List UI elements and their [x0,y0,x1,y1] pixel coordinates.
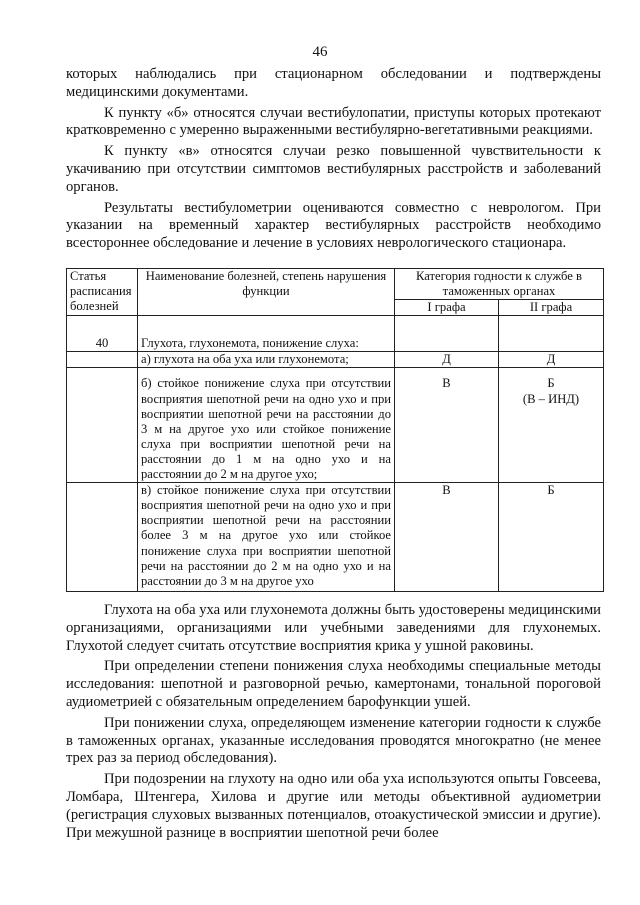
row-text: а) глухота на оба уха или глухонемота; [138,352,395,368]
table-row [67,368,604,483]
page-number: 46 [312,44,328,60]
paragraph: При подозрении на глухоту на одно или оба уха используются опыты Говсеева, Ломбара, Штенгера, Хилова и другие или методы объективной аудиометрии (регистрация слуховых вызванных потенциалов, отоакустической эмиссии и другие). При межушной разнице в восприятии шепотной речи более [66,771,601,841]
paragraph: К пункту «в» относятся случаи резко повышенной чувствительности к укачиванию при отсутствии симптомов вестибулярных расстройств и заболеваний органов. [66,143,601,195]
category-column-1: В [395,368,499,483]
category-value: Б [547,376,555,391]
category-value: Д [546,352,556,367]
article-title: Глухота, глухонемота, понижение слуха: [138,316,395,352]
paragraph: При определении степени понижения слуха необходимы специальные методы исследования: шепотной и разговорной речью, камертонами, тональной пороговой аудиометрией с обязательным определением барофункции ушей. [66,658,601,710]
category-column-1: Д [395,352,499,368]
paragraph: При понижении слуха, определяющем изменение категории годности к службе в таможенных органах, указанные исследования проводятся многократно (не менее трех раз за период обследования). [66,714,601,767]
paragraph: Глухота на оба уха или глухонемота должны быть удостоверены медицинскими организациями, организациями или учебными заведениями для глухонемых. Глухотой следует считать отсутствие восприятия крика у ушной раковины. [66,602,601,654]
text-block-bottom [66,602,601,845]
category-column-2 [499,368,604,483]
category-column-1: В [395,483,499,592]
table-row [67,316,604,352]
article-number: 40 [67,316,138,352]
header-column-2: II графа [499,300,604,316]
text-block-top [66,66,601,256]
table-row [67,352,604,368]
table-row [67,483,604,592]
row-text: в) стойкое понижение слуха при отсутствии восприятия шепотной речи на одно ухо и при восприятии шепотной речи на расстоянии более 3 м на другое ухо или стойкое понижение слуха при восприятии шепотной речи на расстоянии до 2 м на одно ухо и на расстоянии до 3 м на другое ухо [138,483,395,592]
paragraph: Результаты вестибулометрии оцениваются совместно с неврологом. При указании на временный характер вестибулярных расстройств необходимо всестороннее обследование и лечение в условиях неврологического стационара. [66,199,601,252]
row-text: б) стойкое понижение слуха при отсутствии восприятия шепотной речи на одно ухо и при восприятии шепотной речи на расстоянии до 3 м на другое ухо или стойкое понижение слуха при восприятии шепотной речи на расстоянии до 1 м на одно ухо и на расстоянии до 2 м на другое ухо; [138,368,395,483]
category-note: (В – ИНД) [522,391,580,406]
category-column-2 [499,352,604,368]
disease-schedule-table [66,268,604,592]
paragraph: К пункту «б» относятся случаи вестибулопатии, приступы которых протекают кратковременно с умеренно выраженными вестибулярно-вегетативными реакциями. [66,104,601,139]
header-disease-name: Наименование болезней, степень нарушения функции [138,269,395,316]
category-column-2: Б [499,483,604,592]
table-header-row [67,269,604,300]
paragraph: которых наблюдались при стационарном обследовании и подтверждены медицинскими документами. [66,66,601,100]
header-category: Категория годности к службе в таможенных органах [395,269,604,300]
header-article: Статья расписания болезней [67,269,138,316]
header-column-1: I графа [395,300,499,316]
